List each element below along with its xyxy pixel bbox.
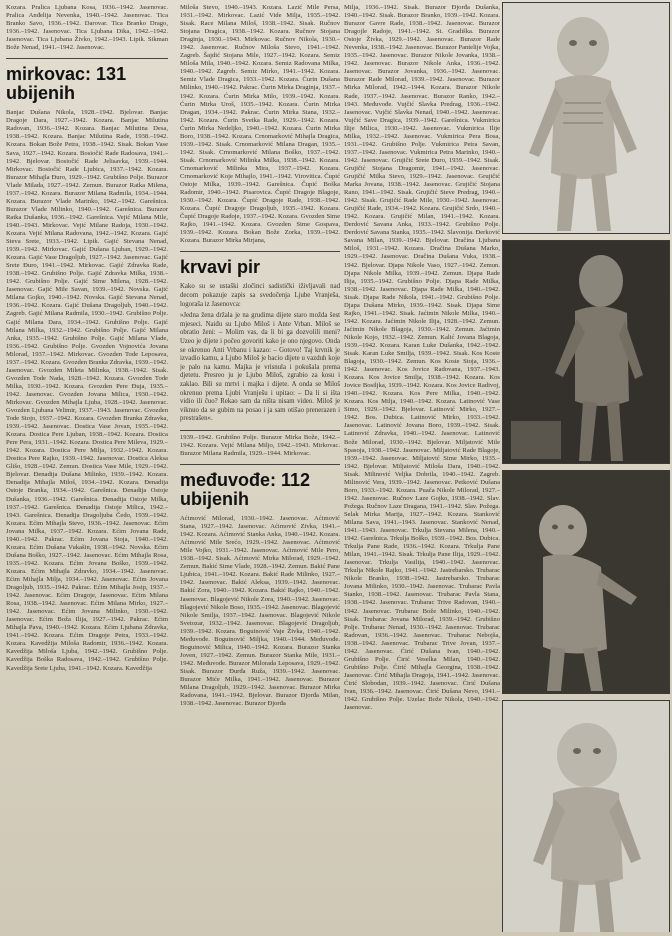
article-intro: Kako su se ustaški zločinci sadistički iživljavali nad decom pokazuje zapis sa svedočenja Ljube Vranješa, logoraša iz Jasenovca: bbox=[180, 283, 340, 308]
column-2-top-text: Miloša Stevo, 1940.–1943. Kozara. Lazić Mile Persa, 1931.–1942. Mirkovac. Lazić Vide Milja, 1935.–1942. Sisak. Race Milana Miloš, 1938.–1942. Sisak. Ručnov Stojana Dragica, 1938.–1942. Kozara. Ručnov Stojana Draginja, 1930.–1943. Mirkovac. Ručnov Nikola, 1930.–1942. Jasenovac. Ručnov Miloša Stevo, 1941.–1942. Zagreb. Šajdić Stojana Mile, 1927.–1942. Kozara. Semiz Miloša Mila, 1940.–1942. Kozara. Semiz Radovana Milka, 1940.–1942. Zagreb. Semiz Mirko, 1941.–1942. Kozara. Semiz Vlade Dragica, 1933.–1942. Kozara. Ćurin Dušana Milinko, 1940.–1942. Pakrac. Ćurin Mirka Draginja, 1937.–1942. Kozara. Ćurin Mirka Milo, 1939.–1942. Kozara. Ćurin Mirka Uroš, 1935.–1942. Kozara. Ćurin Mirka Dragan, 1934.–1942. Pakrac. Ćurin Mirka Stana, 1932.–1942. Kozara. Ćurin Svetka Rade, 1929.–1942. Kozara. Ćurin Mirka Nedeljko, 1940.–1942. Kozara. Ćurin Mirka Boro, 1938.–1942. Kozara. Crnomarković Mihajla Dragica, 1939.–1942. Sisak. Crnomarković Milana Dragan, 1935.–1942. Sisak. Crnomarković Milana Boško, 1937.–1942. Sisak. Crnomarković Milinka Milka, 1938.–1942. Kozara. Crnomarković Milinka Mira, 1937.–1942. Kozara. Crnomarković Koje Mihajlo, 1941.–1942. Virovitica. Čupić Ostoje Milka, 1939.–1942. Garešnica. Čupić Boška Radomir, 1940.–1942. Pisarovica. Čupić Dragoje Blagoje, 1930.–1942. Kozara. Čupić Dragoje Rade, 1938.–1942. Kozara. Čupić Dragoje Dragoljub, 1935.–1942. Kozara. Čupić Dragoje Radoje, 1937.–1942. Kozara. Gvozden Sime Rajko, 1941.–1942. Kozara. Gvozden Sime Gospava, 1939.–1942. Kozara. Bokan Bože Zorka, 1939.–1942. Kozara. Burazor Mirka Mirjana, bbox=[180, 4, 340, 245]
child-photo-3 bbox=[502, 470, 670, 694]
column-1 bbox=[6, 4, 168, 932]
victims-list-continued: Milja, 1936.–1942. Sisak. Burazor Đjorđa Dušanka, 1940.–1942. Sisak. Burazor Branko, 1939.–1942. Kozara. Burazor Gavre Rade, 1938.–1942. Jasenovac. Burazor Dragojle Radoje, 1941.–1942. St. Gradiška. Burazor Ostoje Živka, 1929.–1942. Jasenovac. Burazor Rade Nevenka, 1938.–1942. Jasenovac. Burazor Pantelije Vojka, 1935.–1942. Jasenovac. Burazor Nikole Jovanka, 1938.–1942. Jasenovac. Burazor Nikole Anka, 1936.–1942. Jasenovac. Burazor Jovanka, 1936.–1942. Jasenovac. Burazor Rade Milorad, 1939.–1942. Jasenovac. Burazor Mirka Milorad, 1942.–1944. Kozara. Burazor Nikole Rade, 1937.–1942. Jasenovac. Burazor Ranko, 1942.–1943. Međuvođe. Vujčić Slavka Predrag, 1936.–1942. Jasenovac. Vujčić Slavka Nenad, 1940.–1942. Jasenovac. Vujčić Save Dragica, 1939.–1942. Garešnica. Vukmirica Ilije Milica, 1930.–1942. Jasenovac. Vukmirica Ilije Milka, 1932.–1942. Jasenovac. Vukmirica Pera Bosa, 1931.–1942. Grubišno Polje. Vukmirica Petra Savan, 1937.–1942. Jasenovac. Vukmirica Petra Marinko, 1940.–1942. Jasenovac. Grujičić Srete Đuro, 1939.–1942. Sisak. Grujičić Stojana Dragomir, 1941.–1942. Jasenovac. Grujičić Milka Stevo, 1929.–1942. Jasenovac. Grujičić Marka Jovana, 1938.–1942. Jasenovac. Grujičić Stojana Rano, 1941.–1942. Sisak. Grujičić Steve Predrag, 1940.–1942. Sisak. Grujičić Rade Mile, 1930.–1942. Jasenovac. Grujičić Rade, 1934.–1942. Kozara. Grujičić Srdo, 1940.–1942. Kozara. Grujičić Milan, 1941.–1942. Kozara. Đerdović Savana Anka, 1933.–1942. Grubišno Polje. Đerdović Savana Stanka, 1935.–1942. Slavonija. Đerković Savana Milan, 1939.–1942. Bjelovar. Dračina Ljubana Miloš, 1931.–1942. Kozara. Dračina Dušana Marko, 1929.–1942. Jasenovac. Dračina Dušana Vuka, 1938.–1942. Bjelovar. Djapa Nikole Vaso, 1927.–1942. Zemun. Djapa Nikole Milka, 1939.–1942. Zemun. Djapa Rade Ilija, 1935.–1942. Grubišno Polje. Djapa Rade Milka, 1938.–1942. Jasenovac. Djapa Rade Milka, 1940.–1942. Sisak. Djapa Rade Nikola, 1941.–1942. Grubišno Polje. Djapa Dušana Mirko, 1939.–1942. Sisak. Djapa Sime Rajko, 1941.–1942. Sisak. Jaćimin Nikole Milka, 1940.–1942. Kozara. Jaćimin Nikole Ilija, 1928.–1942. Zemun. Jaćimin Nikole Blagoja, 1930.–1942. Zemun. Jaćimin Nikole Kojo, 1932.–1942. Zemun. Kalić Jovana Blagoja, 1939.–1942. Kozara. Karan Luke Dušanka, 1942.–1942. Sisak. Karan Luke Smilja, 1939.–1942. Sisak. Kos Koste Blagoja, 1930.–1942. Zemun. Kos Koste Stoja, 1936.–1942. Jasenovac. Kos Jovice Radovana, 1937.–1943. Kozara. Kos Jovice Smilja, 1938.–1942. Kozara. Kos Jovice Bosiljka, 1939.–1942. Kozara. Kos Jovice Radivoj, 1940.–1942. Kozara. Kos Pere Milka, 1940.–1942. Kozara. Kos Milja, 1940.–1942. Kozara. Latinović Vase Simo, 1929.–1942. Bjelovar. Latinović Mirko, 1927.–1942. Bos. Dubica. Latinović Mirko, 1933.–1942. Jasenovac. Latinović Jovana Boro, 1939.–1942. Sisak. Latinović Zdravka, 1940.–1942. Jasenovac. Latinović Bože Milorad, 1930.–1942. Bjelovar. Miljatović Mile Spasoja, 1938.–1942. Jasenovac. Miljatović Rade Blagoje, 1939.–1942. Jasenovac. Miljatović Sime Mirko, 1935.–1942. Bjelovar. Miljatović Miloša Dara, 1940.–1942. Sisak. Milinović Veljka Dobrila, 1940.–1942. Zagreb. Milinović Vera, 1939.–1942. Jasenovac. Petković Dušana Boro, 1933.–1942. Kozara. Puača Nikole Milorad, 1927.–1942. Jasenovac. Ručnov Laze Gojko, 1938.–1942. Slav. Požega. Ručnov Laze Dragana, 1941.–1942. Slav. Požega. Selak Mirka Marija, 1927.–1942. Kozara. Stanković Milana Sava, 1941.–1943. Jasenovac. Stanković Nenad, 1941.–1943. Jasenovac. Trkulja Stevana Milena, 1940.–1942. Garešnica. Trkulja Boško, 1939.–1942. Bos. Dubica. Trkulja Pane Rade, 1936.–1942. Kozara. Trkulja Pane Milan, 1941.–1942. Sisak. Trkulja Pane Ilija, 1929.–1942. Jasenovac. Trkulja Vasilija, 1940.–1942. Jasenovac. Trkulja Nikole Rajko, 1941.–1942. Jastrebarsko. Trubarac Nikole Branko, 1938.–1942. Jastrebarsko. Trubarac Jovana Milinko, 1930.–1942. Jasenovac. Trubarac Pavla Stanko, 1938.–1942. Jasenovac. Trubarac Pavla Stana, 1938.–1942. Jasenovac. Trubarac Trive Radovan, 1940.–1942. Jasenovac. Trubarac Bože Milinko, 1940.–1942. Sisak. Trubarac Jovana Milorad, 1939.–1942. Grubišno Polje. Trubarac Nenad, 1930.–1942. Jasenovac. Trubarac Radovan, 1936.–1942. Jasenovac. Trubarac Nebojša, 1938.–1942. Jasenovac. Trubarac Trive Jovan, 1937.–1942. Jasenovac. Ćirić Dušana Ivan, 1940.–1942. Grubišno Polje. Ćirić Veselka Milan, 1940.–1942. Grubišno Polje. Ćirić Mihajla Georgina, 1938.–1942. Jasenovac. Ćirić Mihajla Dragoja, 1941.–1942. Jasenovac. Ćirić Slobodan, 1939.–1942. Jasenovac. Ćirić Dušana Ivan, 1936.–1942. Jasenovac. Ćirić Dušana Nevo, 1941.–1942. Grubišno Polje. Uzelac Bože Nikola, 1940.–1942. Jasenovac. bbox=[344, 4, 500, 712]
child-photo-1 bbox=[502, 2, 670, 234]
child-photo-2 bbox=[502, 240, 670, 464]
column-2 bbox=[180, 4, 340, 932]
section-divider bbox=[6, 58, 168, 59]
photo-column bbox=[502, 2, 670, 932]
section-heading-meduvode: međuvođe: 112 ubijenih bbox=[180, 470, 311, 510]
child-photo-4-image bbox=[503, 701, 669, 932]
column-2-list-continuation: 1939.–1942. Grubišno Polje. Burazor Mirka Bože, 1942.–1942. Kozara. Vejić Milana Miljo, 1942.–1943. Mirkovac. Burazor Milana Radmila, 1929.–1944. Mirkovac. bbox=[180, 433, 340, 457]
column-1-top-text: Kozara. Pralica Ljubana Kosa, 1936.–1942. Jasenovac. Pralica Anđelija Nevenka, 1940.–1942. Jasenovac. Tica Branko Savo, 1936.–1942. Darovar. Tica Branko Drago, 1936.–1942. Jasenovac. Tica Ljubana Dika, 1942.–1942. Jasenovac. Tica Ljubana Živko, 1942.–1943. Lipik. Sikman Bože Nenad, 1941.–1942. Jasenovac. bbox=[6, 4, 168, 52]
child-photo-3-image bbox=[503, 471, 669, 693]
section-divider bbox=[180, 464, 340, 465]
child-photo-1-image bbox=[503, 3, 669, 233]
child-photo-4 bbox=[502, 700, 670, 932]
section-heading-mirkovac: mirkovac: 131 ubijenih bbox=[6, 64, 127, 104]
column-3 bbox=[344, 4, 500, 932]
section-divider bbox=[180, 251, 340, 252]
child-photo-2-image bbox=[503, 241, 669, 463]
section-heading-krvavi-pir: krvavi pir bbox=[180, 257, 261, 278]
section-divider bbox=[180, 430, 340, 431]
witness-quote: »Jedna žena držala je na grudima dijete staro možda šest mjeseci. Naiđu su Ljubo Miloš i Ante Vrban. Miloš se obratio ženi: – Molim vas, da li bi ga dozvolili meni? Uzeo je dijete i počeo govoriti kako je ono njegovo. Onda se okrenuo Anti Vrbanu i kazao: – Gotovo! Taj krvnik je izvadio kamu, a Ljubo Miloš je bacio dijete u vazduh koje je palo na kamu. Majka je vrisnula i pokušala prema djetetu. Presreo ju je Ljubo Miloš, zgrabio za kosu i zaklao. Bili su mrtvi i majka i dijete. A onda se Miloš okrenuo prema Ljubi Vranješu i upitao: – Da li si išta vidio ili čuo? Rekao sam da ništa nisam video. Miloš je viknuo da se gubim na posao i ja sam otišao prenerazen i prestrašen«. bbox=[180, 312, 340, 423]
victims-list-meduvode: Aćimović Milorad, 1930.–1942. Jasenovac. Aćimović Stana, 1927.–1942. Jasenovac. Aćimović Zivka, 1941.–1942. Kozara. Aćimović Stanka Anka, 1940.–1942. Kozara. Aćimović Mile Srećo, 1929.–1942. Jasenovac. Aćimović Mile Vojko, 1931.–1942. Jasenovac. Aćimović Mile Pero, 1938.–1942. Sisak. Aćimović Mirka Milorad, 1929.–1942. Zemun. Bakić Sime Vlade, 1928.–1942. Zemun. Bakić Pane Ljubica, 1941.–1942. Kozara. Bakić Rade Milinko, 1927.–1942. Jasenovac. Bakić Aleksa, 1939.–1942. Jasenovac. Bakić Zora, 1940.–1942. Kozara. Bakić Rajko, 1940.–1942. Jasenovac. Blagojević Nikole Zora, 1940.–1942. Jasenovac. Blagojević Nikole Boso, 1935.–1942. Jasenovac. Blagojević Nikole Smilja, 1937.–1942. Jasenovac. Blagojević Nikole Svetozar, 1932.–1942. Jasenovac. Blagojević Dragoljub, 1939.–1942. Kozara. Boguinović Vaje Živka, 1940.–1942. Međuvođe. Boguinović Miljka, 1940.–1944. Međuvođe. Boguinović Milica, 1940.–1942. Kozara. Burazor Stanka Joven, 1927.–1942. Zemun. Burazor Stanka Mile, 1931.–1942. Međuvođe. Burazor Milorada Leposava, 1929.–1942. Sisak. Burazor Đurđa Ruža, 1939.–1942. Jasenovac. Burazor Miće Milka, 1941.–1942. Jasenovac. Burazor Milana Dragoljub, 1929.–1942. Jasenovac. Burazor Mirka Radovana, 1941.–1942. Bjelovar. Burazor Đjorđa Milan, 1938.–1942. Jasenovac. Burazor Đjorđa bbox=[180, 515, 340, 708]
victims-list-mirkovac: Banjac Dušana Nikola, 1928.–1942. Bjelovar. Banjac Dragoje Dara, 1927.–1942. Kozara. Banjac Milutina Radovan, 1936.–1942. Kozara. Banjac Milutina Desa, 1938.–1942. Kozara. Banjac Milutina Rade, 1938.–1942. Kozara. Bokan Bože Petra, 1938.–1942. Sisak. Bokan Vase Sava, 1927.–1942. Kozara. Bosiočić Rade Radosava, 1941.–1942. Bjelovar. Bosiočić Rade Jelisavka, 1939.–1944. Mirkovac. Bosiočić Rade Ljubica, 1937.–1942. Kozara. Burazor Mihajla Đuro, 1929.–1942. Grubišno Polje. Burazor Vlade Milada, 1927.–1942. Zemun. Burazor Ratka Milena, 1937.–1942. Kozara. Burazor Milana Radmila, 1934.–1944. Kozara. Burazor Vlade Marinko, 1942.–1942. Garešnica. Burazor Vlade Milinko, 1940.–1942. Garešnica. Burazor Ratka Dušanka, 1936.–1942. Garešnica. Vejić Milana Mile, 1940.–1943. Mirkovac. Vejić Milane Radoja, 1930.–1942. Kozara. Vejić Milana Radovana, 1942.–1942. Kozara. Gajić Steva Srete, 1933.–1942. Lipik. Gajić Stevana Nenad, 1939.–1942. Mirkovac. Gajić Dušana Ljuban, 1929.–1942. Kozara. Gajić Vase Dragoljub, 1927.–1942. Jasenovac. Gajić Srete Đuro, 1941.–1942. Mirkovac. Gajić Zdravka Rade, 1938.–1942. Grubišno Polje. Gajić Zdravka Milka, 1938.–1942. Grubišno Polje. Gajić Sime Milena, 1928.–1942. Jasenovac. Gajić Mile Savan, 1939.–1942. Novska. Gajić Milana Gojko, 1940.–1942. Novska. Gajić Stevana Nenad, 1936.–1942. Kozara. Gajić Dušana Dragoljub, 1940.–1942. Zagreb. Gajić Milana Radmila, 1930.–1942. Grubišno Polje. Gajić Milana Dara, 1934.–1942. Grubišno Polje. Gajić Milana Milka, 1932.–1942. Grubišno Polje. Gajić Milana Anka, 1935.–1942. Grubišno Polje. Gajić Milana Vlade, 1936.–1942. Grubišno Polje. Gvozden Vojnovića Jovana Milorad, 1937.–1942. Mirkovac. Gvozden Tode Leposava, 1937.–1942. Kozara. Gvozden Branka Zdravka, 1939.–1942. Jasenovac. Gvozden Mileta Milinka, 1938.–1942. Sisak. Gvozden Tode Nada, 1928.–1942. Kozara. Gvozden Tode Milka, 1930.–1942. Kozara. Gvozden Pere Đuja, 1935.–1942. Jasenovac. Gvozden Jovana Milica, 1930.–1942. Mirkovac. Gvozden Mihajla Ljuba, 1928.–1942. Jasenovac. Gvozden Ljubana Velimir, 1937.–1943. Jasenovac. Gvozden Tode Stojo, 1937.–1942. Kozara. Gvozden Branka Zdravka, 1939.–1942. Jasenovac. Dostica Vase Jovan, 1935.–1942. Kozara. Dostica Pere Ljuban, 1938.–1942. Kozara. Dostica Pere Pera, 1931.–1942. Kozara. Dostica Pere Mileva, 1929.–1942. Kozara. Dostica Pere Milja, 1932.–1942. Kozara. Dostica Pere Rajko, 1939.–1942. Jasenovac. Dostica Aleksa Glišo, 1928.–1942. Zemun. Dostica Vase Mile, 1929.–1942. Bjelovar. Đenadija Dušana Milinko, 1939.–1942. Kozara. Đenadija Mihajla Miloš, 1934.–1942. Kozara. Đenadija Ostoje Branka, 1934.–1942. Garešnica. Đenadija Ostoje Dušanka, 1936.–1942. Garešnica. Đenadija Ostoje Milka, 1937.–1942. Garešnica. Đenadija Ostoje Milica, 1942.–1943. Garešnica. Đenadija Dragoljuba Čedo, 1939.–1942. Kozara. Ećim Mihajla Stevo, 1936.–1942. Jasenovac. Ećim Jovana Milka, 1937.–1942. Kozara. Ećim Jovana Rade, 1940.–1942. Pakrac. Ećim Jovana Stoja, 1940.–1942. Kozara. Ećim Dušana Vukašin, 1938.–1942. Novska. Ećim Dušana Boško, 1927.–1942. Jasenovac. Ećim Mihajla Rosa, 1935.–1942. Kozara. Ećim Jovana Boško, 1939.–1942. Kozara. Ećim Mihajla Zdravko, 1934.–1942. Jasenovac. Ećim Mihajla Milja, 1934.–1942. Jasenovac. Ećim Jovana Dragoljub, 1935.–1942. Pakrac. Ećim Mihajla Josip, 1937.–1942. Jasenovac. Ećim Dragoje, Jasenovac. Ećim Milana Rosa, 1938.–1942. Jasenovac. Ećim Milana Mirko, 1927.–1942. Jasenovac. Ećim Jovana Milinko, 1930.–1942. Jasenovac. Ećim Boža Ilija, 1927.–1942. Pakrac. Ećim Mihajla Pava, 1940.–1942. Kozara. Ećim Ljubana Zdravka, 1941.–1942. Kozara. Ećim Dragoje Petra, 1933.–1942. Kozara. Kavedžija Miloša Radomir, 1936.–1942. Kozara. Kavedžija Miloša Ljuba, 1942.–1942. Grubišno Polje. Kavedžija Boška Radosava, 1942.–1942. Grubišno Polje. Kavedžija Srete Ljuba, 1941.–1942. Kozara. Kavedžija bbox=[6, 109, 168, 672]
